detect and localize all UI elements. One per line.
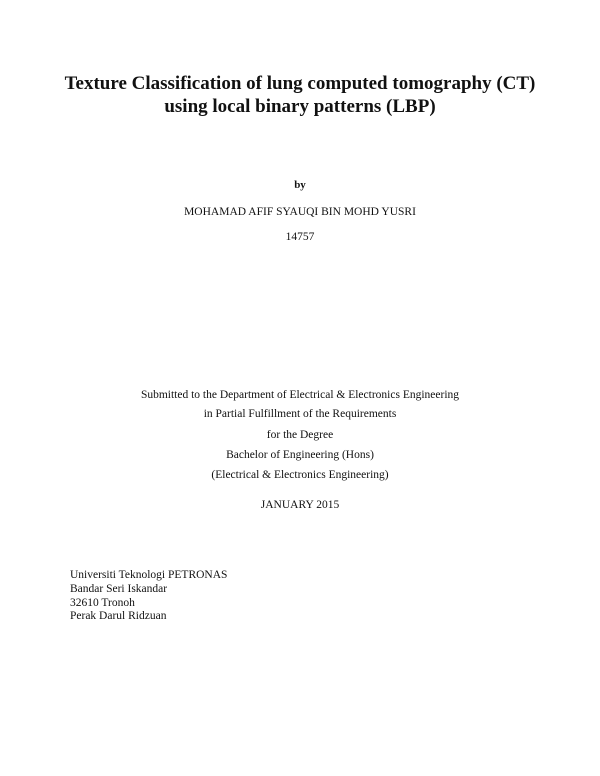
submission-date: JANUARY 2015 (260, 499, 340, 511)
degree-field: (Electrical & Electronics Engineering) (211, 469, 389, 481)
author-name: MOHAMAD AFIF SYAUQI BIN MOHD YUSRI (184, 206, 416, 218)
address-line: 32610 Tronoh (70, 597, 135, 609)
submission-line: Submitted to the Department of Electrical & Electronics Engineering (140, 389, 460, 401)
submission-line: in Partial Fulfillment of the Requirements (203, 408, 397, 420)
address-line: Universiti Teknologi PETRONAS (70, 569, 228, 581)
address-line: Bandar Seri Iskandar (70, 583, 168, 595)
degree-name: Bachelor of Engineering (Hons) (226, 449, 374, 461)
submission-line: for the Degree (266, 429, 334, 441)
student-id: 14757 (285, 231, 315, 243)
by-label: by (294, 179, 306, 191)
title-line-2: using local binary patterns (LBP) (164, 96, 436, 117)
title-line-1: Texture Classification of lung computed tomography (CT) (64, 73, 536, 94)
address-line: Perak Darul Ridzuan (70, 610, 167, 622)
